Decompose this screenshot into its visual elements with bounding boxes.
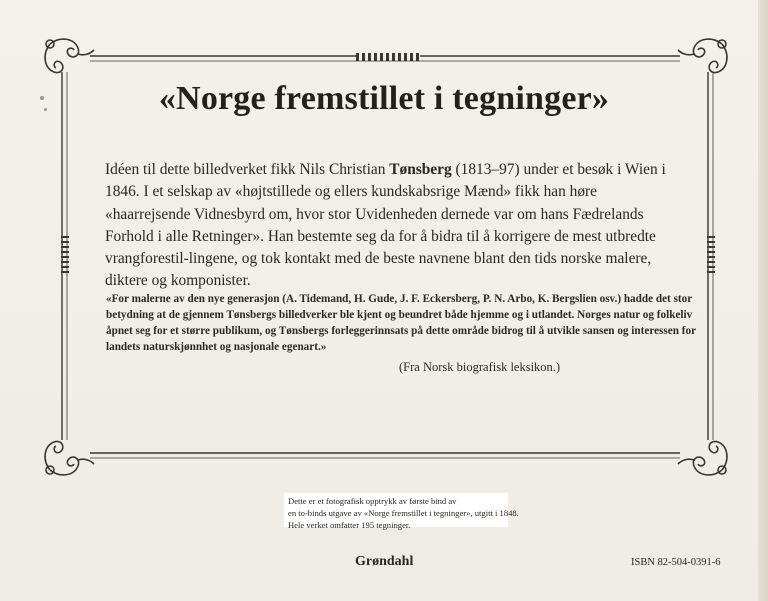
quote-source: (Fra Norsk biografisk leksikon.) [399, 360, 561, 374]
scroll-corner-icon [678, 441, 727, 475]
intro-paragraph [105, 159, 675, 293]
page-title: «Norge fremstillet i tegninger» [158, 80, 610, 117]
intro-text-start: Idéen til dette billedverket fikk Nils Christian [105, 161, 390, 178]
scroll-corner-icon [678, 39, 727, 73]
ornament-band-icon [707, 236, 715, 276]
quote-paragraph: «For malerne av den nye generasjon (A. Tidemand, H. Gude, J. F. Eckersberg, P. N. Arbo, K. Bergslien osv.) hadde det stor betydning at de gjennem Tønsbergs billedverker ble kjent og beundret både hjemme og i utlandet. Norges natur og folkeliv åpnet seg for et større publikum, og Tønsbergs forleggerinnsats på dette område bidrog til å utvikle sansen og interessen for landets naturskjønnhet og nasjonale egenart.» [106, 293, 696, 353]
ornament-band-icon [61, 236, 69, 276]
isbn-number: ISBN 82-504-0391-6 [631, 557, 721, 568]
edition-note [288, 496, 578, 531]
ornament-band-icon [356, 53, 420, 61]
scroll-corner-icon [45, 441, 94, 475]
scroll-corner-icon [45, 39, 94, 73]
intro-text-rest: (1813–97) under et besøk i Wien i 1846. I et selskap av «højtstillede og ellers kundskabsrige Mænd» fikk han høre «haarrejsende Vidnesbyrd om, hvor stor Uvidenheden dernede var om hans Fædrelands Forhold i alle Retninger». Han bestemte seg da for å bidra til å korrigere de mest utbredte vrangforestil-lingene, og tok kontakt med de beste navnene blant den tids norske malere, diktere og komponister. [105, 161, 666, 290]
edition-note-line: Dette er et fotografisk opptrykk av første bind av [288, 496, 457, 506]
edition-note-line: en to-binds utgave av «Norge fremstillet i tegninger», utgitt i 1848. [288, 507, 519, 518]
intro-name: Tønsberg [389, 161, 452, 178]
edition-note-line: Hele verket omfatter 195 tegninger. [288, 519, 411, 530]
publisher-name: Grøndahl [355, 554, 414, 569]
